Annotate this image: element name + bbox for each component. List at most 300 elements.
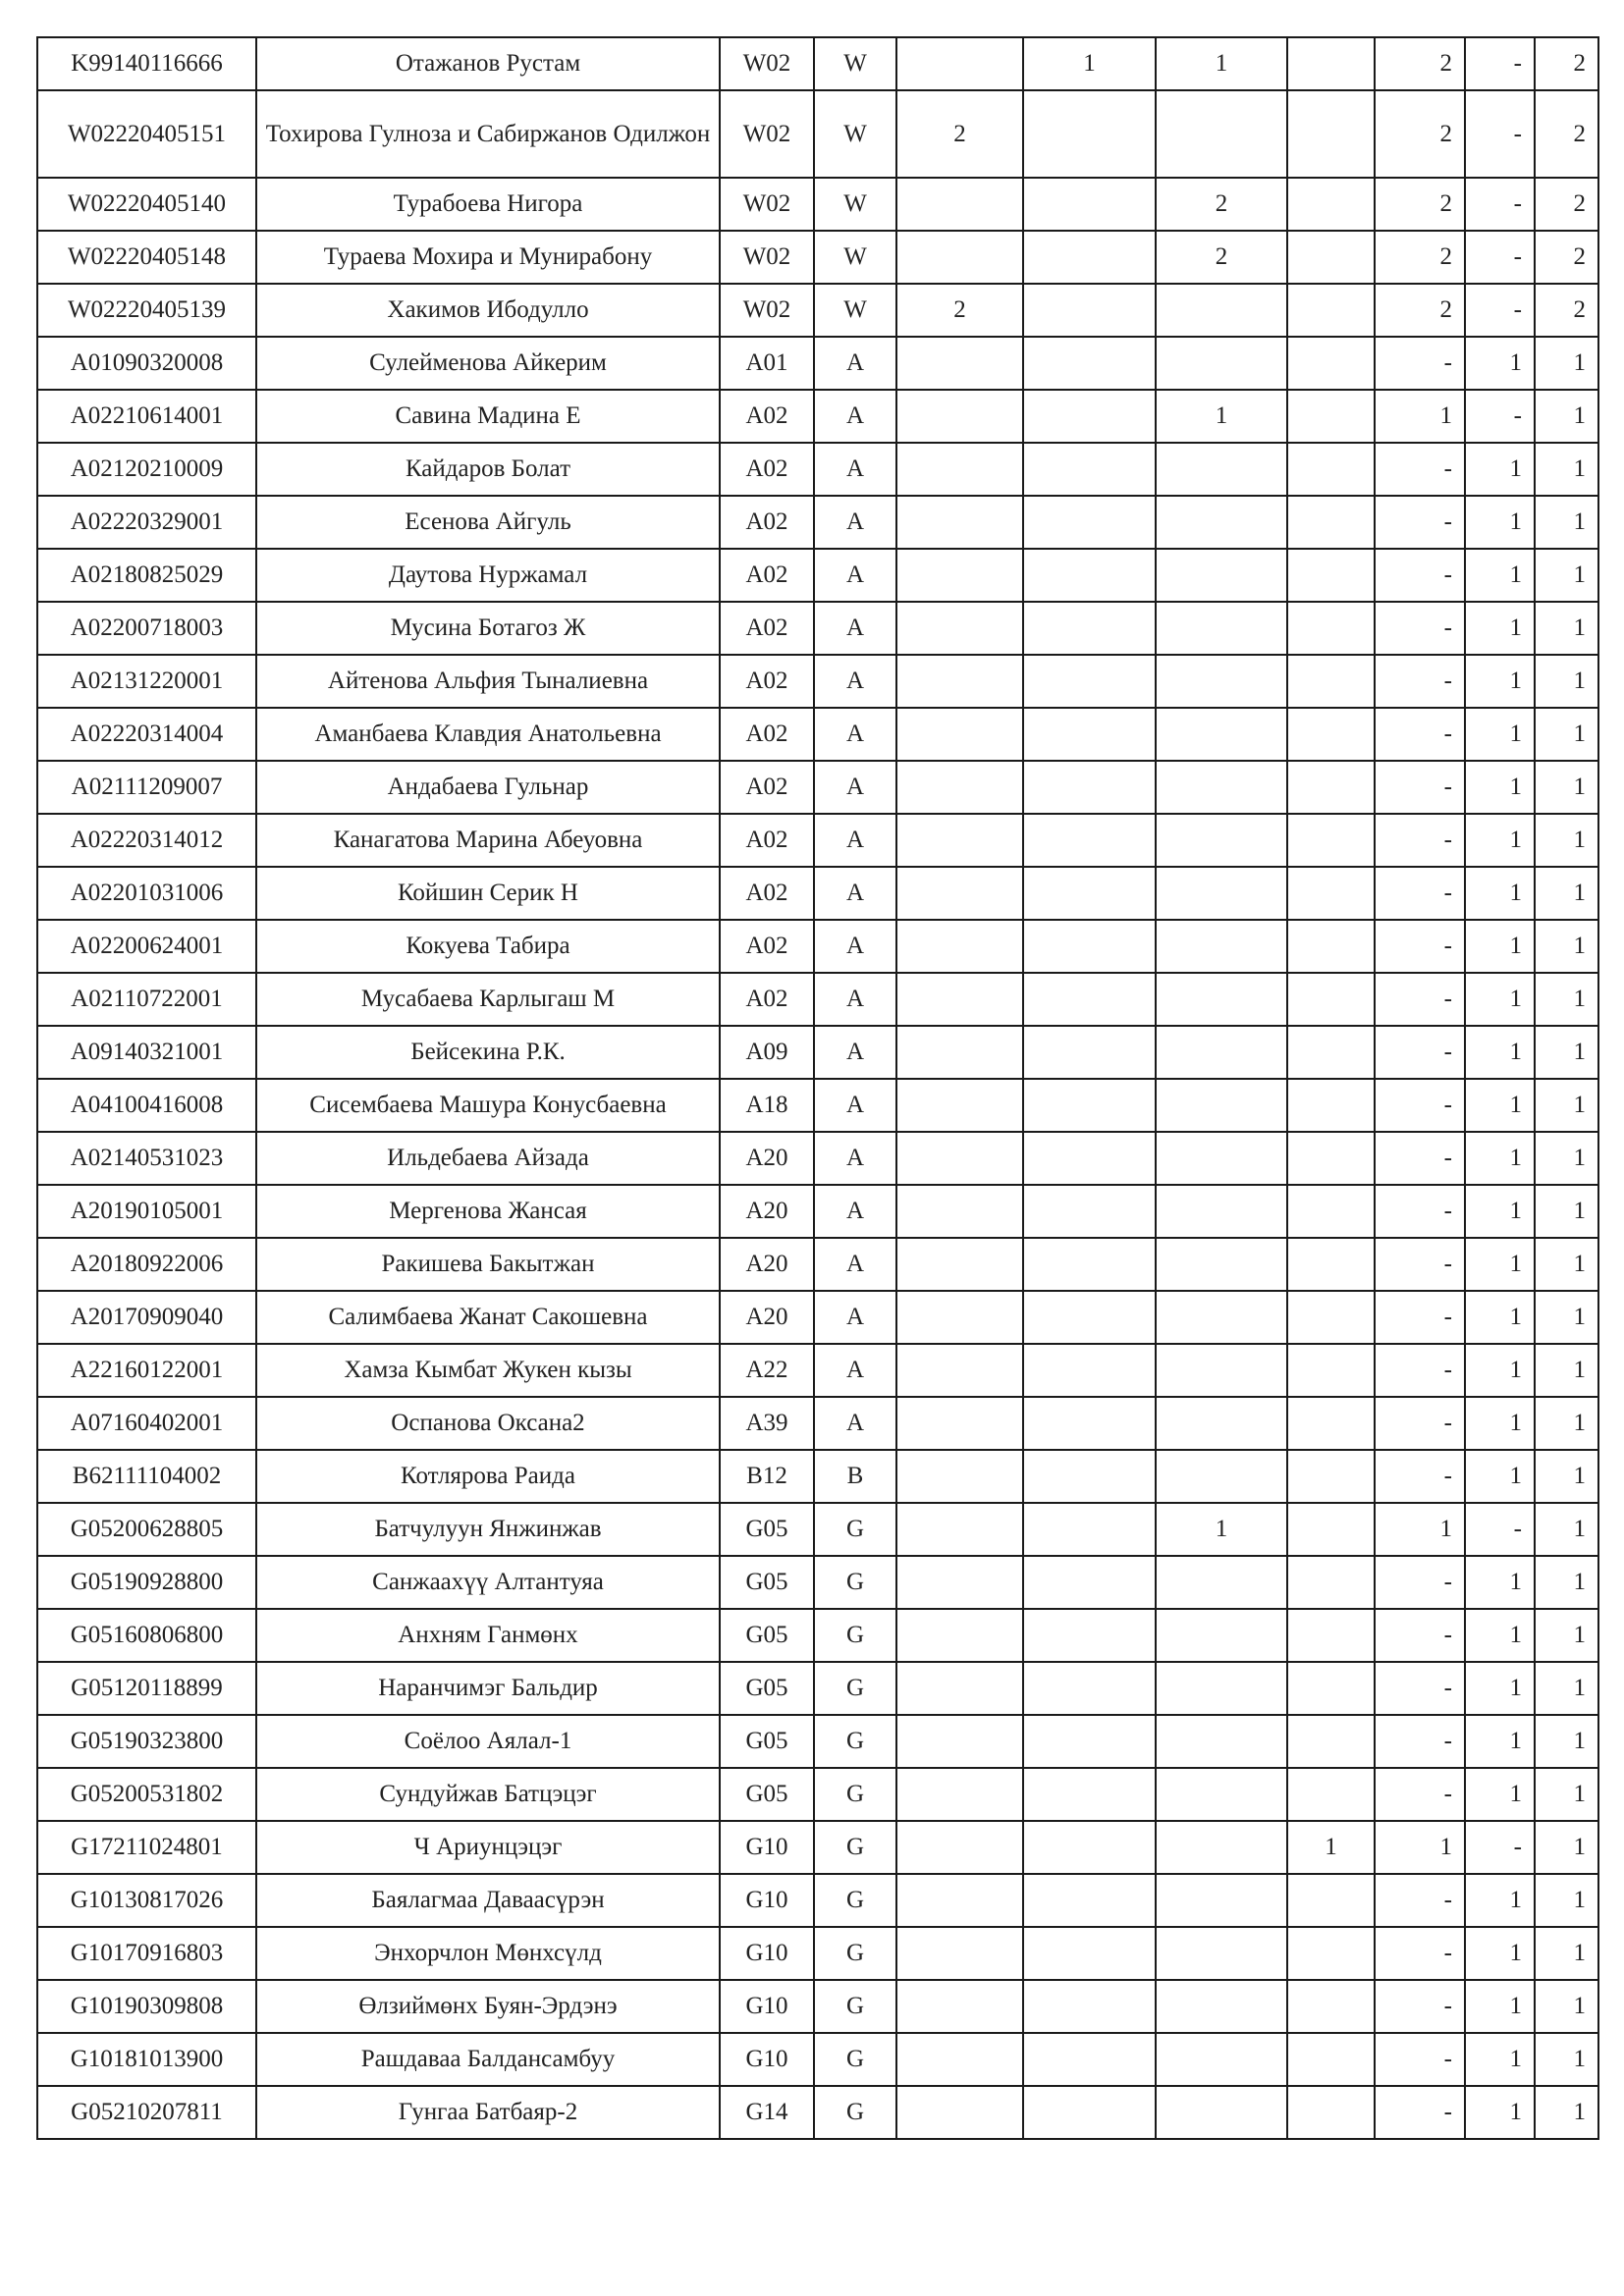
letter-cell: A	[814, 1026, 896, 1079]
count-cell-5: -	[1375, 2033, 1465, 2086]
count-cell-2	[1023, 1556, 1156, 1609]
total-cell: 1	[1535, 1874, 1598, 1927]
count-cell-4	[1287, 1079, 1375, 1132]
total-cell: 1	[1535, 920, 1598, 973]
code-cell: W02220405148	[37, 231, 256, 284]
count-cell-5: -	[1375, 337, 1465, 390]
count-cell-6: -	[1465, 178, 1535, 231]
count-cell-3	[1156, 1662, 1287, 1715]
total-cell: 1	[1535, 1821, 1598, 1874]
count-cell-1	[896, 443, 1023, 496]
count-cell-2	[1023, 1927, 1156, 1980]
count-cell-4	[1287, 920, 1375, 973]
count-cell-1	[896, 867, 1023, 920]
count-cell-2	[1023, 920, 1156, 973]
code-cell: W02220405140	[37, 178, 256, 231]
count-cell-4	[1287, 814, 1375, 867]
table-row	[37, 1079, 1598, 1132]
count-cell-2	[1023, 1715, 1156, 1768]
table-row	[37, 1874, 1598, 1927]
table-row	[37, 37, 1598, 90]
code-cell: G05200628805	[37, 1503, 256, 1556]
count-cell-6: -	[1465, 1821, 1535, 1874]
count-cell-4	[1287, 37, 1375, 90]
count-cell-5: -	[1375, 973, 1465, 1026]
letter-cell: A	[814, 390, 896, 443]
name-cell: Ракишева Бакытжан	[256, 1238, 720, 1291]
code-cell: A07160402001	[37, 1397, 256, 1450]
count-cell-4	[1287, 1874, 1375, 1927]
group-cell: G10	[720, 1927, 814, 1980]
group-cell: G14	[720, 2086, 814, 2139]
name-cell: Ч Ариунцэцэг	[256, 1821, 720, 1874]
letter-cell: G	[814, 1503, 896, 1556]
code-cell: A20180922006	[37, 1238, 256, 1291]
total-cell: 1	[1535, 1927, 1598, 1980]
count-cell-3	[1156, 1874, 1287, 1927]
count-cell-1	[896, 37, 1023, 90]
table-row	[37, 1503, 1598, 1556]
table-row	[37, 549, 1598, 602]
letter-cell: A	[814, 814, 896, 867]
count-cell-6: 1	[1465, 337, 1535, 390]
code-cell: G05190323800	[37, 1715, 256, 1768]
total-cell: 1	[1535, 708, 1598, 761]
count-cell-1	[896, 1238, 1023, 1291]
table-row	[37, 1291, 1598, 1344]
count-cell-1	[896, 1397, 1023, 1450]
total-cell: 1	[1535, 1609, 1598, 1662]
name-cell: Кайдаров Болат	[256, 443, 720, 496]
table-row	[37, 1344, 1598, 1397]
total-cell: 1	[1535, 602, 1598, 655]
count-cell-6: -	[1465, 231, 1535, 284]
table-row	[37, 2033, 1598, 2086]
code-cell: A02140531023	[37, 1132, 256, 1185]
total-cell: 1	[1535, 1238, 1598, 1291]
group-cell: A01	[720, 337, 814, 390]
table-row	[37, 443, 1598, 496]
count-cell-1	[896, 1132, 1023, 1185]
count-cell-4	[1287, 867, 1375, 920]
table-row	[37, 867, 1598, 920]
total-cell: 1	[1535, 1132, 1598, 1185]
letter-cell: G	[814, 1662, 896, 1715]
group-cell: A20	[720, 1291, 814, 1344]
name-cell: Оспанова Оксана2	[256, 1397, 720, 1450]
name-cell: Хамза Кымбат Жукен кызы	[256, 1344, 720, 1397]
count-cell-1	[896, 655, 1023, 708]
count-cell-6: 1	[1465, 1715, 1535, 1768]
count-cell-5: -	[1375, 602, 1465, 655]
count-cell-6: 1	[1465, 1291, 1535, 1344]
count-cell-5: 2	[1375, 90, 1465, 178]
table-row	[37, 1026, 1598, 1079]
name-cell: Ильдебаева Айзада	[256, 1132, 720, 1185]
count-cell-5: -	[1375, 761, 1465, 814]
count-cell-3	[1156, 496, 1287, 549]
name-cell: Бейсекина Р.К.	[256, 1026, 720, 1079]
total-cell: 1	[1535, 761, 1598, 814]
count-cell-2	[1023, 1821, 1156, 1874]
count-cell-6: 1	[1465, 1980, 1535, 2033]
code-cell: A02131220001	[37, 655, 256, 708]
table-row	[37, 920, 1598, 973]
table-row	[37, 1821, 1598, 1874]
code-cell: A02120210009	[37, 443, 256, 496]
count-cell-2	[1023, 1079, 1156, 1132]
count-cell-4	[1287, 284, 1375, 337]
count-cell-2: 1	[1023, 37, 1156, 90]
count-cell-6: 1	[1465, 1662, 1535, 1715]
count-cell-4	[1287, 2033, 1375, 2086]
count-cell-6: 1	[1465, 1397, 1535, 1450]
code-cell: G10181013900	[37, 2033, 256, 2086]
count-cell-5: -	[1375, 1185, 1465, 1238]
count-cell-5: 1	[1375, 1503, 1465, 1556]
letter-cell: G	[814, 1768, 896, 1821]
group-cell: W02	[720, 284, 814, 337]
count-cell-3	[1156, 2086, 1287, 2139]
name-cell: Айтенова Альфия Тыналиевна	[256, 655, 720, 708]
code-cell: A02180825029	[37, 549, 256, 602]
count-cell-1	[896, 1185, 1023, 1238]
count-cell-5: -	[1375, 1344, 1465, 1397]
count-cell-5: -	[1375, 1291, 1465, 1344]
letter-cell: G	[814, 2086, 896, 2139]
table-row	[37, 2086, 1598, 2139]
count-cell-1	[896, 1927, 1023, 1980]
count-cell-2	[1023, 2033, 1156, 2086]
total-cell: 1	[1535, 1768, 1598, 1821]
code-cell: A02200718003	[37, 602, 256, 655]
count-cell-4	[1287, 337, 1375, 390]
total-cell: 1	[1535, 867, 1598, 920]
count-cell-6: 1	[1465, 1556, 1535, 1609]
count-cell-6: 1	[1465, 708, 1535, 761]
name-cell: Рашдаваа Балдансамбуу	[256, 2033, 720, 2086]
code-cell: A02111209007	[37, 761, 256, 814]
count-cell-6: 1	[1465, 1026, 1535, 1079]
code-cell: G17211024801	[37, 1821, 256, 1874]
total-cell: 1	[1535, 655, 1598, 708]
name-cell: Сундуйжав Батцэцэг	[256, 1768, 720, 1821]
count-cell-3	[1156, 1821, 1287, 1874]
group-cell: G10	[720, 1874, 814, 1927]
total-cell: 1	[1535, 1026, 1598, 1079]
count-cell-1	[896, 1980, 1023, 2033]
letter-cell: B	[814, 1450, 896, 1503]
name-cell: Мергенова Жансая	[256, 1185, 720, 1238]
count-cell-4	[1287, 1132, 1375, 1185]
letter-cell: A	[814, 337, 896, 390]
total-cell: 1	[1535, 1397, 1598, 1450]
total-cell: 1	[1535, 549, 1598, 602]
count-cell-1	[896, 1821, 1023, 1874]
count-cell-5: -	[1375, 1768, 1465, 1821]
total-cell: 2	[1535, 284, 1598, 337]
count-cell-4	[1287, 1927, 1375, 1980]
letter-cell: G	[814, 1980, 896, 2033]
count-cell-2	[1023, 1344, 1156, 1397]
letter-cell: W	[814, 90, 896, 178]
count-cell-5: -	[1375, 1927, 1465, 1980]
name-cell: Санжаахүү Алтантуяа	[256, 1556, 720, 1609]
count-cell-1	[896, 1609, 1023, 1662]
code-cell: G05120118899	[37, 1662, 256, 1715]
code-cell: G05210207811	[37, 2086, 256, 2139]
total-cell: 1	[1535, 1079, 1598, 1132]
total-cell: 1	[1535, 1556, 1598, 1609]
group-cell: A02	[720, 920, 814, 973]
name-cell: Сулейменова Айкерим	[256, 337, 720, 390]
count-cell-5: 2	[1375, 178, 1465, 231]
total-cell: 1	[1535, 1185, 1598, 1238]
count-cell-6: 1	[1465, 549, 1535, 602]
count-cell-5: -	[1375, 1079, 1465, 1132]
table-row	[37, 602, 1598, 655]
code-cell: A02110722001	[37, 973, 256, 1026]
letter-cell: G	[814, 1609, 896, 1662]
group-cell: W02	[720, 178, 814, 231]
count-cell-1	[896, 920, 1023, 973]
count-cell-4	[1287, 1238, 1375, 1291]
table-row	[37, 1662, 1598, 1715]
count-cell-3	[1156, 1238, 1287, 1291]
total-cell: 1	[1535, 1450, 1598, 1503]
code-cell: G05190928800	[37, 1556, 256, 1609]
count-cell-3	[1156, 1768, 1287, 1821]
count-cell-4	[1287, 1715, 1375, 1768]
count-cell-2	[1023, 867, 1156, 920]
count-cell-1	[896, 602, 1023, 655]
count-cell-6: 1	[1465, 1927, 1535, 1980]
group-cell: A20	[720, 1132, 814, 1185]
count-cell-4	[1287, 90, 1375, 178]
count-cell-4: 1	[1287, 1821, 1375, 1874]
count-cell-5: -	[1375, 2086, 1465, 2139]
name-cell: Хакимов Ибодулло	[256, 284, 720, 337]
count-cell-1	[896, 1450, 1023, 1503]
letter-cell: A	[814, 761, 896, 814]
count-cell-3	[1156, 1291, 1287, 1344]
count-cell-6: 1	[1465, 1238, 1535, 1291]
count-cell-2	[1023, 90, 1156, 178]
count-cell-1	[896, 1344, 1023, 1397]
count-cell-4	[1287, 496, 1375, 549]
name-cell: Мусабаева Карлыгаш М	[256, 973, 720, 1026]
name-cell: Сисембаева Машура Конусбаевна	[256, 1079, 720, 1132]
count-cell-1	[896, 2033, 1023, 2086]
count-cell-2	[1023, 1503, 1156, 1556]
count-cell-1	[896, 231, 1023, 284]
data-table	[36, 36, 1599, 2140]
letter-cell: A	[814, 496, 896, 549]
count-cell-5: -	[1375, 443, 1465, 496]
group-cell: G10	[720, 2033, 814, 2086]
count-cell-2	[1023, 284, 1156, 337]
count-cell-4	[1287, 178, 1375, 231]
group-cell: G05	[720, 1768, 814, 1821]
table-row	[37, 337, 1598, 390]
count-cell-6: -	[1465, 390, 1535, 443]
count-cell-1	[896, 1662, 1023, 1715]
table-row	[37, 231, 1598, 284]
count-cell-4	[1287, 1609, 1375, 1662]
count-cell-5: -	[1375, 1662, 1465, 1715]
count-cell-1	[896, 2086, 1023, 2139]
table-row	[37, 1397, 1598, 1450]
count-cell-6: 1	[1465, 1132, 1535, 1185]
count-cell-2	[1023, 1609, 1156, 1662]
count-cell-5: -	[1375, 1556, 1465, 1609]
total-cell: 1	[1535, 2033, 1598, 2086]
count-cell-3	[1156, 920, 1287, 973]
count-cell-5: 1	[1375, 1821, 1465, 1874]
count-cell-2	[1023, 708, 1156, 761]
code-cell: G05200531802	[37, 1768, 256, 1821]
code-cell: A02220314012	[37, 814, 256, 867]
count-cell-2	[1023, 973, 1156, 1026]
group-cell: G10	[720, 1821, 814, 1874]
count-cell-3	[1156, 1715, 1287, 1768]
letter-cell: A	[814, 1132, 896, 1185]
name-cell: Салимбаева Жанат Сакошевна	[256, 1291, 720, 1344]
code-cell: G10190309808	[37, 1980, 256, 2033]
count-cell-6: 1	[1465, 814, 1535, 867]
name-cell: Тохирова Гулноза и Сабиржанов Одилжон	[256, 90, 720, 178]
count-cell-3: 1	[1156, 1503, 1287, 1556]
count-cell-3	[1156, 1132, 1287, 1185]
count-cell-4	[1287, 602, 1375, 655]
group-cell: G05	[720, 1715, 814, 1768]
table-row	[37, 390, 1598, 443]
code-cell: K99140116666	[37, 37, 256, 90]
letter-cell: A	[814, 549, 896, 602]
count-cell-4	[1287, 1980, 1375, 2033]
count-cell-2	[1023, 1980, 1156, 2033]
count-cell-5: 2	[1375, 37, 1465, 90]
name-cell: Отажанов Рустам	[256, 37, 720, 90]
letter-cell: A	[814, 1238, 896, 1291]
group-cell: G05	[720, 1609, 814, 1662]
count-cell-1	[896, 1503, 1023, 1556]
count-cell-3: 1	[1156, 37, 1287, 90]
group-cell: A02	[720, 973, 814, 1026]
letter-cell: G	[814, 1715, 896, 1768]
table-row	[37, 1715, 1598, 1768]
code-cell: A02210614001	[37, 390, 256, 443]
code-cell: A02220314004	[37, 708, 256, 761]
group-cell: A02	[720, 867, 814, 920]
count-cell-1	[896, 1556, 1023, 1609]
group-cell: W02	[720, 90, 814, 178]
name-cell: Баялагмаа Даваасүрэн	[256, 1874, 720, 1927]
count-cell-1	[896, 1291, 1023, 1344]
count-cell-4	[1287, 973, 1375, 1026]
count-cell-5: -	[1375, 1450, 1465, 1503]
name-cell: Аманбаева Клавдия Анатольевна	[256, 708, 720, 761]
code-cell: W02220405139	[37, 284, 256, 337]
count-cell-5: -	[1375, 1874, 1465, 1927]
group-cell: A02	[720, 814, 814, 867]
group-cell: A02	[720, 390, 814, 443]
name-cell: Батчулуун Янжинжав	[256, 1503, 720, 1556]
total-cell: 1	[1535, 973, 1598, 1026]
count-cell-5: -	[1375, 496, 1465, 549]
count-cell-3	[1156, 973, 1287, 1026]
name-cell: Тураева Мохира и Мунирабону	[256, 231, 720, 284]
name-cell: Соёлоо Аялал-1	[256, 1715, 720, 1768]
table-row	[37, 973, 1598, 1026]
count-cell-1	[896, 814, 1023, 867]
count-cell-2	[1023, 1238, 1156, 1291]
count-cell-6: 1	[1465, 443, 1535, 496]
count-cell-5: -	[1375, 920, 1465, 973]
name-cell: Котлярова Раида	[256, 1450, 720, 1503]
count-cell-1	[896, 549, 1023, 602]
group-cell: A20	[720, 1185, 814, 1238]
table-row	[37, 814, 1598, 867]
code-cell: A02200624001	[37, 920, 256, 973]
name-cell: Савина Мадина Е	[256, 390, 720, 443]
count-cell-5: -	[1375, 867, 1465, 920]
table-row	[37, 90, 1598, 178]
count-cell-1	[896, 1026, 1023, 1079]
count-cell-2	[1023, 231, 1156, 284]
code-cell: G10130817026	[37, 1874, 256, 1927]
count-cell-3	[1156, 1927, 1287, 1980]
count-cell-6: 1	[1465, 1874, 1535, 1927]
count-cell-1	[896, 761, 1023, 814]
count-cell-3	[1156, 708, 1287, 761]
count-cell-1	[896, 496, 1023, 549]
total-cell: 1	[1535, 390, 1598, 443]
total-cell: 1	[1535, 1344, 1598, 1397]
table-row	[37, 1609, 1598, 1662]
count-cell-4	[1287, 1768, 1375, 1821]
count-cell-6: 1	[1465, 1185, 1535, 1238]
group-cell: G10	[720, 1980, 814, 2033]
count-cell-6: 1	[1465, 1768, 1535, 1821]
table-row	[37, 761, 1598, 814]
group-cell: A02	[720, 761, 814, 814]
count-cell-2	[1023, 814, 1156, 867]
count-cell-2	[1023, 496, 1156, 549]
count-cell-4	[1287, 549, 1375, 602]
name-cell: Кокуева Табира	[256, 920, 720, 973]
count-cell-5: -	[1375, 1715, 1465, 1768]
letter-cell: G	[814, 2033, 896, 2086]
table-row	[37, 284, 1598, 337]
count-cell-4	[1287, 1291, 1375, 1344]
total-cell: 1	[1535, 1715, 1598, 1768]
count-cell-4	[1287, 708, 1375, 761]
code-cell: A04100416008	[37, 1079, 256, 1132]
letter-cell: W	[814, 37, 896, 90]
group-cell: A02	[720, 496, 814, 549]
count-cell-1	[896, 1874, 1023, 1927]
count-cell-1	[896, 708, 1023, 761]
count-cell-2	[1023, 1132, 1156, 1185]
count-cell-4	[1287, 1662, 1375, 1715]
total-cell: 2	[1535, 90, 1598, 178]
count-cell-6: 1	[1465, 1079, 1535, 1132]
count-cell-3	[1156, 602, 1287, 655]
count-cell-5: -	[1375, 655, 1465, 708]
letter-cell: A	[814, 1344, 896, 1397]
count-cell-1: 2	[896, 284, 1023, 337]
